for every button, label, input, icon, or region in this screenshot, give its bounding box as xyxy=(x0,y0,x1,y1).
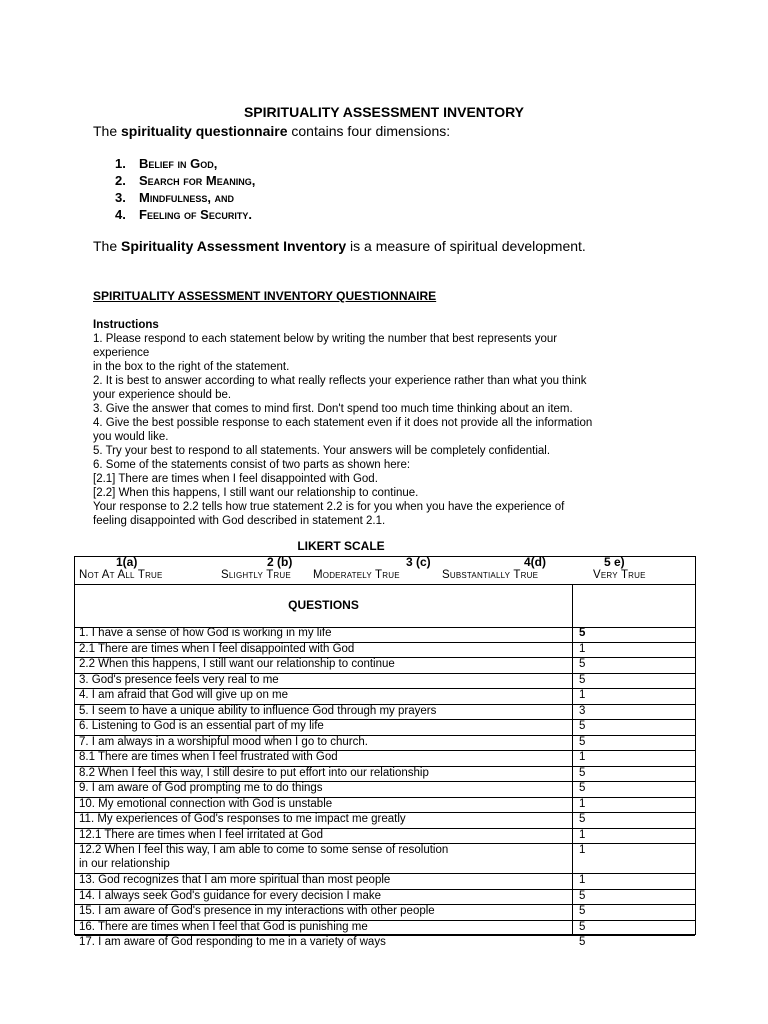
question-line: 6. Listening to God is an essential part of my life xyxy=(79,720,324,732)
likert-label: Not At All True xyxy=(79,569,163,581)
answer-cell[interactable]: 5 xyxy=(579,813,586,825)
dimension-item xyxy=(115,189,255,206)
answer-cell[interactable]: 1 xyxy=(579,642,586,655)
likert-labels xyxy=(75,569,695,583)
intro-post: contains four dimensions: xyxy=(287,123,451,139)
intro-sentence xyxy=(93,123,450,139)
table-row xyxy=(75,767,695,783)
dimensions-list xyxy=(115,155,255,223)
question-text xyxy=(79,689,569,703)
questions-header: QUESTIONS xyxy=(288,598,359,612)
question-line: 2.1 There are times when I feel disappointed with God xyxy=(79,642,355,655)
dimension-label: Feeling of Security. xyxy=(139,207,252,222)
table-row xyxy=(75,829,695,845)
table-row xyxy=(75,844,695,874)
question-text xyxy=(79,874,569,888)
table-row xyxy=(75,751,695,767)
instruction-line: feeling disappointed with God described in statement 2.1. xyxy=(93,515,386,527)
table-row xyxy=(75,720,695,736)
question-text xyxy=(79,890,569,904)
table-row xyxy=(75,798,695,814)
dimension-number: 4. xyxy=(115,207,126,222)
instruction-line: you would like. xyxy=(93,431,169,443)
question-text xyxy=(79,798,569,812)
instruction-line: in the box to the right of the statement. xyxy=(93,361,290,373)
question-line: 16. There are times when I feel that God is punishing me xyxy=(79,920,368,933)
question-line: 11. My experiences of God's responses to me impact me greatly xyxy=(79,813,406,825)
question-line: 12.2 When I feel this way, I am able to come to some sense of resolution xyxy=(79,844,449,856)
instruction-line: Your response to 2.2 tells how true statement 2.2 is for you when you have the experience of xyxy=(93,501,565,513)
question-line: 13. God recognizes that I am more spiritual than most people xyxy=(79,874,391,886)
question-text xyxy=(79,829,569,843)
answer-cell[interactable]: 5 xyxy=(579,627,586,639)
question-text xyxy=(79,705,569,719)
dimension-item xyxy=(115,206,255,223)
question-line: 12.1 There are times when I feel irritated at God xyxy=(79,828,323,841)
question-line: 8.1 There are times when I feel frustrated with God xyxy=(79,751,338,763)
likert-number: 1(a) xyxy=(116,555,138,569)
instruction-line: 5. Try your best to respond to all statements. Your answers will be completely confidential. xyxy=(93,445,551,457)
question-text xyxy=(79,767,569,781)
instruction-line: experience xyxy=(93,347,150,359)
question-line: 4. I am afraid that God will give up on me xyxy=(79,689,289,701)
table-row xyxy=(75,890,695,906)
instruction-line: 2. It is best to answer according to what really reflects your experience rather than what you think xyxy=(93,375,587,387)
likert-number: 5 e) xyxy=(604,555,625,569)
question-line: 2.2 When this happens, I still want our relationship to continue xyxy=(79,658,395,670)
answer-cell[interactable]: 5 xyxy=(579,920,586,933)
table-row xyxy=(75,643,695,659)
likert-title: LIKERT SCALE xyxy=(297,539,385,553)
question-text xyxy=(79,844,569,871)
table-row xyxy=(75,705,695,721)
instruction-line: 6. Some of the statements consist of two parts as shown here: xyxy=(93,459,411,471)
likert-number: 3 (c) xyxy=(406,555,431,569)
answer-cell[interactable]: 5 xyxy=(579,905,586,917)
instruction-line: 4. Give the best possible response to each statement even if it does not provide all the information xyxy=(93,417,593,429)
instruction-line: [2.2] When this happens, I still want our relationship to continue. xyxy=(93,487,419,499)
answer-cell[interactable]: 5 xyxy=(579,658,586,670)
table-row xyxy=(75,658,695,674)
answer-cell[interactable]: 5 xyxy=(579,782,586,794)
intro-pre: The xyxy=(93,123,122,139)
question-rows xyxy=(75,627,695,951)
question-text xyxy=(79,627,569,641)
question-line: 1. I have a sense of how God is working in my life xyxy=(79,627,332,639)
question-text xyxy=(79,658,569,672)
likert-label: Substantially True xyxy=(442,569,539,581)
question-line: 7. I am always in a worshipful mood when I go to church. xyxy=(79,735,368,748)
measure-bold: Spirituality Assessment Inventory xyxy=(121,238,347,254)
answer-cell[interactable]: 1 xyxy=(579,751,586,763)
answer-cell[interactable]: 1 xyxy=(579,797,586,810)
instructions-title: Instructions xyxy=(93,319,159,331)
table-row xyxy=(75,905,695,921)
question-line: 3. God's presence feels very real to me xyxy=(79,673,279,686)
question-text xyxy=(79,921,569,935)
question-line: in our relationship xyxy=(79,857,170,870)
dimension-label: Mindfulness, and xyxy=(139,190,235,205)
table-row xyxy=(75,936,695,951)
question-line: 17. I am aware of God responding to me in a variety of ways xyxy=(79,936,386,948)
answer-cell[interactable]: 5 xyxy=(579,720,586,732)
question-text xyxy=(79,751,569,765)
table-row xyxy=(75,782,695,798)
dimension-label: Search for Meaning, xyxy=(139,173,256,188)
likert-numbers xyxy=(74,555,696,568)
table-divider xyxy=(75,584,695,585)
question-text xyxy=(79,936,569,950)
answer-cell[interactable]: 3 xyxy=(579,704,586,717)
dimension-number: 1. xyxy=(115,156,126,171)
question-text xyxy=(79,782,569,796)
table-row xyxy=(75,921,695,937)
table-row xyxy=(75,736,695,752)
dimension-number: 2. xyxy=(115,173,126,188)
question-line: 9. I am aware of God prompting me to do things xyxy=(79,782,323,794)
likert-number: 4(d) xyxy=(524,555,546,569)
dimension-label: Belief in God, xyxy=(139,156,218,171)
measure-sentence xyxy=(93,238,586,254)
table-row xyxy=(75,674,695,690)
question-line: 14. I always seek God's guidance for every decision I make xyxy=(79,889,381,902)
likert-label: Very True xyxy=(593,569,646,581)
instruction-line: [2.1] There are times when I feel disappointed with God. xyxy=(93,473,378,485)
question-line: 10. My emotional connection with God is unstable xyxy=(79,797,333,810)
answer-cell[interactable]: 5 xyxy=(579,673,586,686)
answer-cell[interactable]: 1 xyxy=(579,689,586,701)
question-text xyxy=(79,720,569,734)
answer-cell[interactable]: 5 xyxy=(579,889,586,902)
answer-cell[interactable]: 5 xyxy=(579,936,586,948)
answer-cell[interactable]: 1 xyxy=(579,874,586,886)
table-row xyxy=(75,627,695,643)
measure-pre: The xyxy=(93,238,122,254)
table-row xyxy=(75,813,695,829)
instruction-line: 3. Give the answer that comes to mind first. Don't spend too much time thinking about an item. xyxy=(93,403,573,415)
questionnaire-heading: SPIRITUALITY ASSESSMENT INVENTORY QUESTIONNAIRE xyxy=(93,289,437,303)
page-title: SPIRITUALITY ASSESSMENT INVENTORY xyxy=(243,104,525,120)
question-text xyxy=(79,736,569,750)
answer-cell[interactable]: 1 xyxy=(579,828,586,841)
instructions-lines xyxy=(93,332,663,528)
instructions-block xyxy=(93,318,663,528)
measure-post: is a measure of spiritual development. xyxy=(346,238,586,254)
question-text xyxy=(79,643,569,657)
answer-cell[interactable]: 1 xyxy=(579,844,586,856)
question-text xyxy=(79,905,569,919)
answer-cell[interactable]: 5 xyxy=(579,735,586,748)
question-line: 8.2 When I feel this way, I still desire to put effort into our relationship xyxy=(79,766,429,779)
likert-label: Slightly True xyxy=(221,569,291,581)
instruction-line: your experience should be. xyxy=(93,389,232,401)
likert-number: 2 (b) xyxy=(267,555,293,569)
dimension-item xyxy=(115,155,255,172)
question-line: 15. I am aware of God's presence in my interactions with other people xyxy=(79,905,435,917)
answer-cell[interactable]: 5 xyxy=(579,766,586,779)
question-line: 5. I seem to have a unique ability to influence God through my prayers xyxy=(79,704,437,717)
likert-label: Moderately True xyxy=(313,569,400,581)
dimension-item xyxy=(115,172,255,189)
instruction-line: 1. Please respond to each statement below by writing the number that best represents your xyxy=(93,333,558,345)
question-text xyxy=(79,813,569,827)
table-row xyxy=(75,689,695,705)
table-row xyxy=(75,874,695,890)
dimension-number: 3. xyxy=(115,190,126,205)
questionnaire-table xyxy=(74,556,696,948)
question-text xyxy=(79,674,569,688)
intro-bold: spirituality questionnaire xyxy=(121,123,288,139)
